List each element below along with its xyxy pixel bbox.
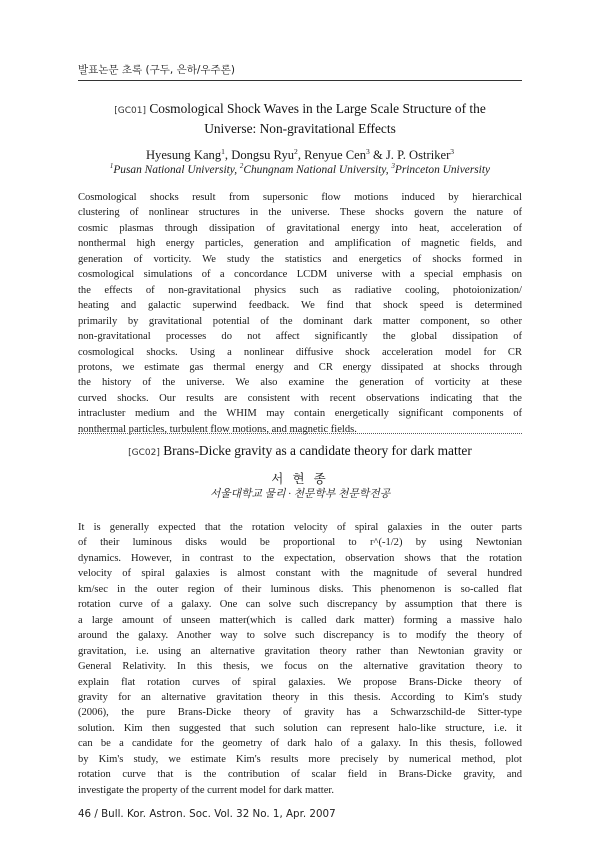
affil-separator: ,	[385, 164, 392, 176]
abstract-separator	[78, 433, 522, 434]
body-line: by Kim's study, we estimate Kim's results more precisely by numerical method, plot	[78, 753, 522, 765]
abstract-title-text: Brans-Dicke gravity as a candidate theory for dark matter	[163, 443, 472, 458]
body-line: rotation curve of a galaxy. One can solve such discrepancy by assumption that there is	[78, 599, 522, 611]
affil-separator: ,	[234, 164, 240, 176]
author-name: Dongsu Ryu	[231, 148, 295, 162]
author-affil-mark: 3	[366, 146, 370, 156]
body-line: Cosmological shocks result from supersonic flow motions induced by hierarchical	[78, 192, 522, 203]
abstract-gc02	[78, 442, 522, 798]
section-header: 발표논문 초록 (구두, 은하/우주론)	[78, 64, 235, 76]
body-line: gravity for an alternative gravitation theory in this thesis. According to Kim's study	[78, 691, 522, 703]
body-line: non-gravitational processes do not affect significantly the global dissipation of	[78, 331, 522, 343]
body-line: intracluster medium and the WHIM may contain energetically significant components of	[78, 408, 522, 420]
author-affil-mark: 3	[450, 146, 455, 156]
affiliation: 서울대학교 물리 · 천문학부 천문학전공	[209, 488, 391, 500]
abstract-code: [GC02]	[128, 448, 160, 458]
body-line: the history of the universe. We also examine the generation of vorticity at these	[78, 377, 522, 389]
body-line: generation of vorticity. We study the statistics and energetics of shocks formed in	[78, 253, 522, 265]
body-line: It is generally expected that the rotation velocity of spiral galaxies in the outer parts	[78, 522, 522, 533]
abstract-title	[78, 442, 522, 462]
body-line: rotation curve that is the contribution of scalar field in Brans-Dicke gravity, and	[78, 769, 522, 781]
affil-num: 3	[391, 163, 395, 171]
page-footer: 46 / Bull. Kor. Astron. Soc. Vol. 32 No. 1, Apr. 2007	[78, 808, 336, 820]
author-affil-mark: 2	[294, 146, 298, 156]
abstract-body	[78, 520, 522, 798]
body-line: protons, we estimate gas thermal energy and CR energy dissipated at shocks through	[78, 361, 522, 373]
author-list	[78, 147, 522, 163]
affil-name: Pusan National University	[113, 164, 235, 176]
body-line: heating and galactic superwind feedback. We find that shock speed is determined	[78, 300, 522, 312]
body-line: cosmological shocks. Using a nonlinear diffusive shock acceleration model for CR	[78, 346, 522, 358]
body-line: velocity of spiral galaxies is almost constant with the magnitude of several hundred	[78, 568, 522, 580]
affil-num: 2	[239, 163, 244, 171]
body-line: solution. Kim then suggested that such solution can represent halo-like structure, i.e. it	[78, 722, 522, 734]
author-name: J. P. Ostriker	[385, 148, 451, 162]
author-name: Renyue Cen	[304, 148, 367, 162]
body-line: clustering of nonlinear structures in the universe. These shocks govern the nature of	[78, 207, 522, 219]
body-line: of their luminous disks would be proportional to r^(-1/2) by using Newtonian	[78, 537, 522, 549]
abstract-title-line2: Universe: Non-gravitational Effects	[204, 121, 396, 136]
affiliation-list	[78, 163, 522, 178]
author-separator: ,	[224, 148, 232, 162]
body-line: dynamics. However, in contrast to the expectation, observation shows that the rotation	[78, 552, 522, 564]
body-line: cosmological simulations of a concordance LCDM universe with a special emphasis on	[78, 269, 522, 281]
body-line: cosmic plasmas through dissipation of gravitational energy into heat, acceleration of	[78, 222, 522, 234]
body-line: (2006), the pure Brans-Dicke theory of gravity has a Schwarzschild-de Sitter-type	[78, 707, 522, 719]
body-line: investigate the property of the current model for dark matter.	[78, 784, 334, 796]
author-affil-mark: 1	[221, 146, 225, 156]
abstract-body	[78, 190, 522, 437]
body-line: a large amount of unseen matter(which is called dark matter) forming a massive halo	[78, 614, 522, 626]
body-line: around the galaxy. Another way to solve such discrepancy is to modify the theory of	[78, 630, 522, 642]
header-rule	[78, 80, 522, 81]
body-line: nonthermal high energy particles, generation and amplification of magnetic fields, and	[78, 238, 522, 250]
body-line: curved shocks. Our results are consistent with recent observations indicating that the	[78, 392, 522, 404]
body-line: can be a candidate for the geometry of dark halo of a galaxy. In this thesis, followed	[78, 738, 522, 750]
body-line: General Relativity. In this thesis, we focus on the alternative gravitation theory to	[78, 661, 522, 673]
author-separator: &	[369, 148, 386, 162]
body-line: gravitation, i.e. using an alternative gravitation theory rather than Newtonian gravity or	[78, 645, 522, 657]
abstract-title-line1: Cosmological Shock Waves in the Large Scale Structure of the	[149, 101, 486, 116]
body-line: explain flat rotation curves of spiral galaxies. We propose Brans-Dicke theory of	[78, 676, 522, 688]
affil-num: 1	[109, 163, 114, 171]
body-line: km/sec in the outer region of their luminous disks. This phenomenon is so-called flat	[78, 583, 522, 595]
abstract-title	[78, 100, 522, 120]
author-separator: ,	[297, 148, 305, 162]
affil-name: Princeton University	[394, 164, 491, 176]
abstract-code: [GC01]	[114, 106, 146, 116]
abstract-gc01	[78, 100, 522, 437]
affil-name: Chungnam National University	[243, 164, 386, 176]
body-line: nonthermal particles, turbulent flow motions, and magnetic fields.	[78, 423, 357, 435]
body-line: primarily by gravitational potential of the dominant dark matter component, so other	[78, 315, 522, 327]
body-line: the effects of non-gravitational physics such as radiative cooling, photoionization/	[78, 284, 522, 296]
author-name: 서 현 종	[271, 472, 329, 486]
author-name: Hyesung Kang	[145, 148, 222, 162]
